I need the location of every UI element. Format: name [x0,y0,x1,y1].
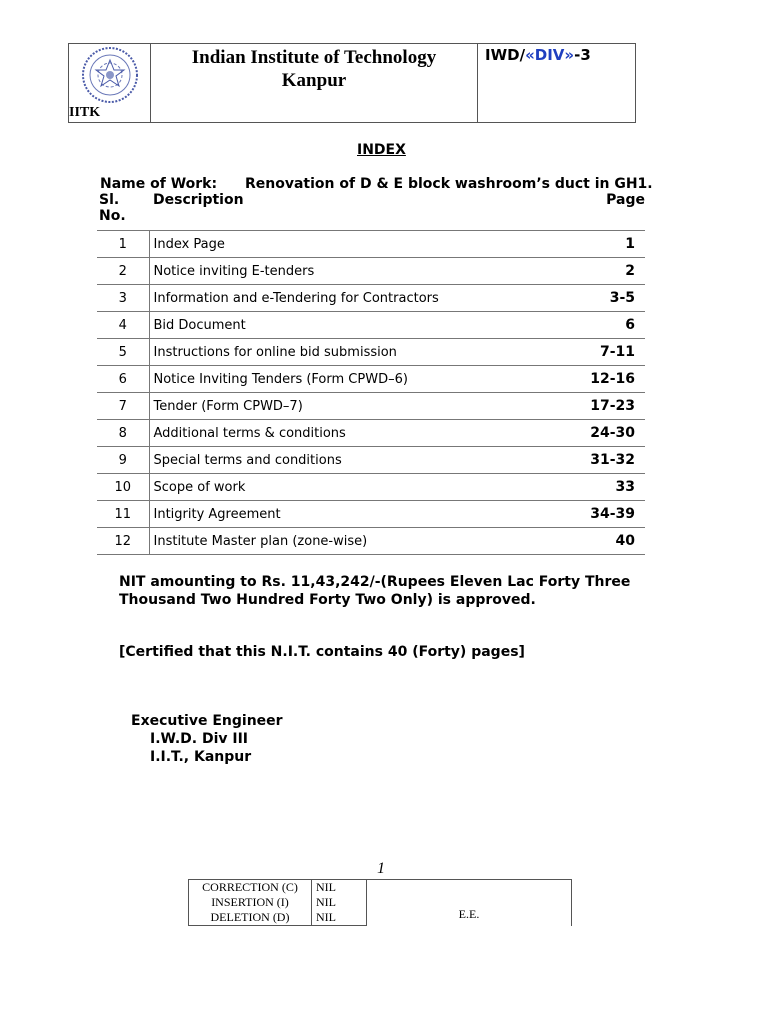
corrections-table [188,879,572,926]
table-row [97,258,645,285]
table-row [97,393,645,420]
row-page: 3-5 [515,285,645,312]
table-row [97,339,645,366]
ref-suffix: -3 [574,46,591,64]
document-header [68,43,636,123]
row-page: 7-11 [515,339,645,366]
row-page: 12-16 [515,366,645,393]
name-of-work-label: Name of Work: [100,176,218,192]
row-description: Additional terms & conditions [149,420,515,447]
row-page: 6 [515,312,645,339]
row-description: Scope of work [149,474,515,501]
row-sl-no: 4 [97,312,149,339]
row-sl-no: 11 [97,501,149,528]
deletion-label: DELETION (D) [189,910,312,926]
index-table-body [97,231,645,555]
row-sl-no: 1 [97,231,149,258]
index-title: INDEX [357,142,406,158]
row-sl-no: 5 [97,339,149,366]
row-sl-no: 7 [97,393,149,420]
row-sl-no: 3 [97,285,149,312]
ref-div-field: «DIV» [525,46,575,64]
table-row [97,312,645,339]
insertion-label: INSERTION (I) [189,895,312,910]
row-sl-no: 6 [97,366,149,393]
row-sl-no: 12 [97,528,149,555]
header-description: Description [149,192,515,231]
table-row [97,366,645,393]
header-sl-no: Sl. No. [97,192,149,231]
certified-statement: [Certified that this N.I.T. contains 40 (Forty) pages] [119,644,525,660]
row-description: Bid Document [149,312,515,339]
row-description: Intigrity Agreement [149,501,515,528]
row-sl-no: 9 [97,447,149,474]
row-description: Instructions for online bid submission [149,339,515,366]
reference-number [485,46,591,64]
table-row [97,420,645,447]
table-row [97,231,645,258]
row-description: Notice inviting E-tenders [149,258,515,285]
row-page: 2 [515,258,645,285]
row-sl-no: 8 [97,420,149,447]
iitk-logo-icon [81,46,139,104]
table-row [97,285,645,312]
approval-statement: NIT amounting to Rs. 11,43,242/-(Rupees Eleven Lac Forty Three Thousand Two Hundred Forty Two Only) is approved. [119,574,631,608]
row-description: Institute Master plan (zone-wise) [149,528,515,555]
table-row [97,501,645,528]
header-page: Page [515,192,645,231]
index-table [97,192,645,555]
ref-prefix: IWD/ [485,46,526,64]
row-page: 33 [515,474,645,501]
row-page: 24-30 [515,420,645,447]
ref-cell-divider [477,44,478,122]
signatory-title: Executive Engineer [131,713,283,729]
row-page: 1 [515,231,645,258]
row-page: 40 [515,528,645,555]
row-sl-no: 10 [97,474,149,501]
row-sl-no: 2 [97,258,149,285]
logo-cell [69,44,151,122]
row-description: Tender (Form CPWD–7) [149,393,515,420]
correction-value: NIL [312,880,367,896]
correction-label: CORRECTION (C) [189,880,312,896]
table-row [97,474,645,501]
row-page: 31-32 [515,447,645,474]
name-of-work: Renovation of D & E block washroom’s duct in GH1. [245,176,653,192]
signatory-division: I.W.D. Div III [150,731,249,747]
insertion-value: NIL [312,895,367,910]
signatory-place: I.I.T., Kanpur [150,749,252,765]
institute-name: Indian Institute of Technology Kanpur [191,47,437,91]
row-description: Information and e-Tendering for Contractors [149,285,515,312]
row-page: 34-39 [515,501,645,528]
deletion-value: NIL [312,910,367,926]
row-page: 17-23 [515,393,645,420]
row-description: Notice Inviting Tenders (Form CPWD–6) [149,366,515,393]
corrections-row [189,880,572,896]
table-row [97,528,645,555]
row-description: Special terms and conditions [149,447,515,474]
page-number: 1 [377,860,385,877]
ee-sign-cell: E.E. [367,880,572,926]
row-description: Index Page [149,231,515,258]
institute-abbr: IITK [69,105,101,120]
table-header-row [97,192,645,231]
table-row [97,447,645,474]
